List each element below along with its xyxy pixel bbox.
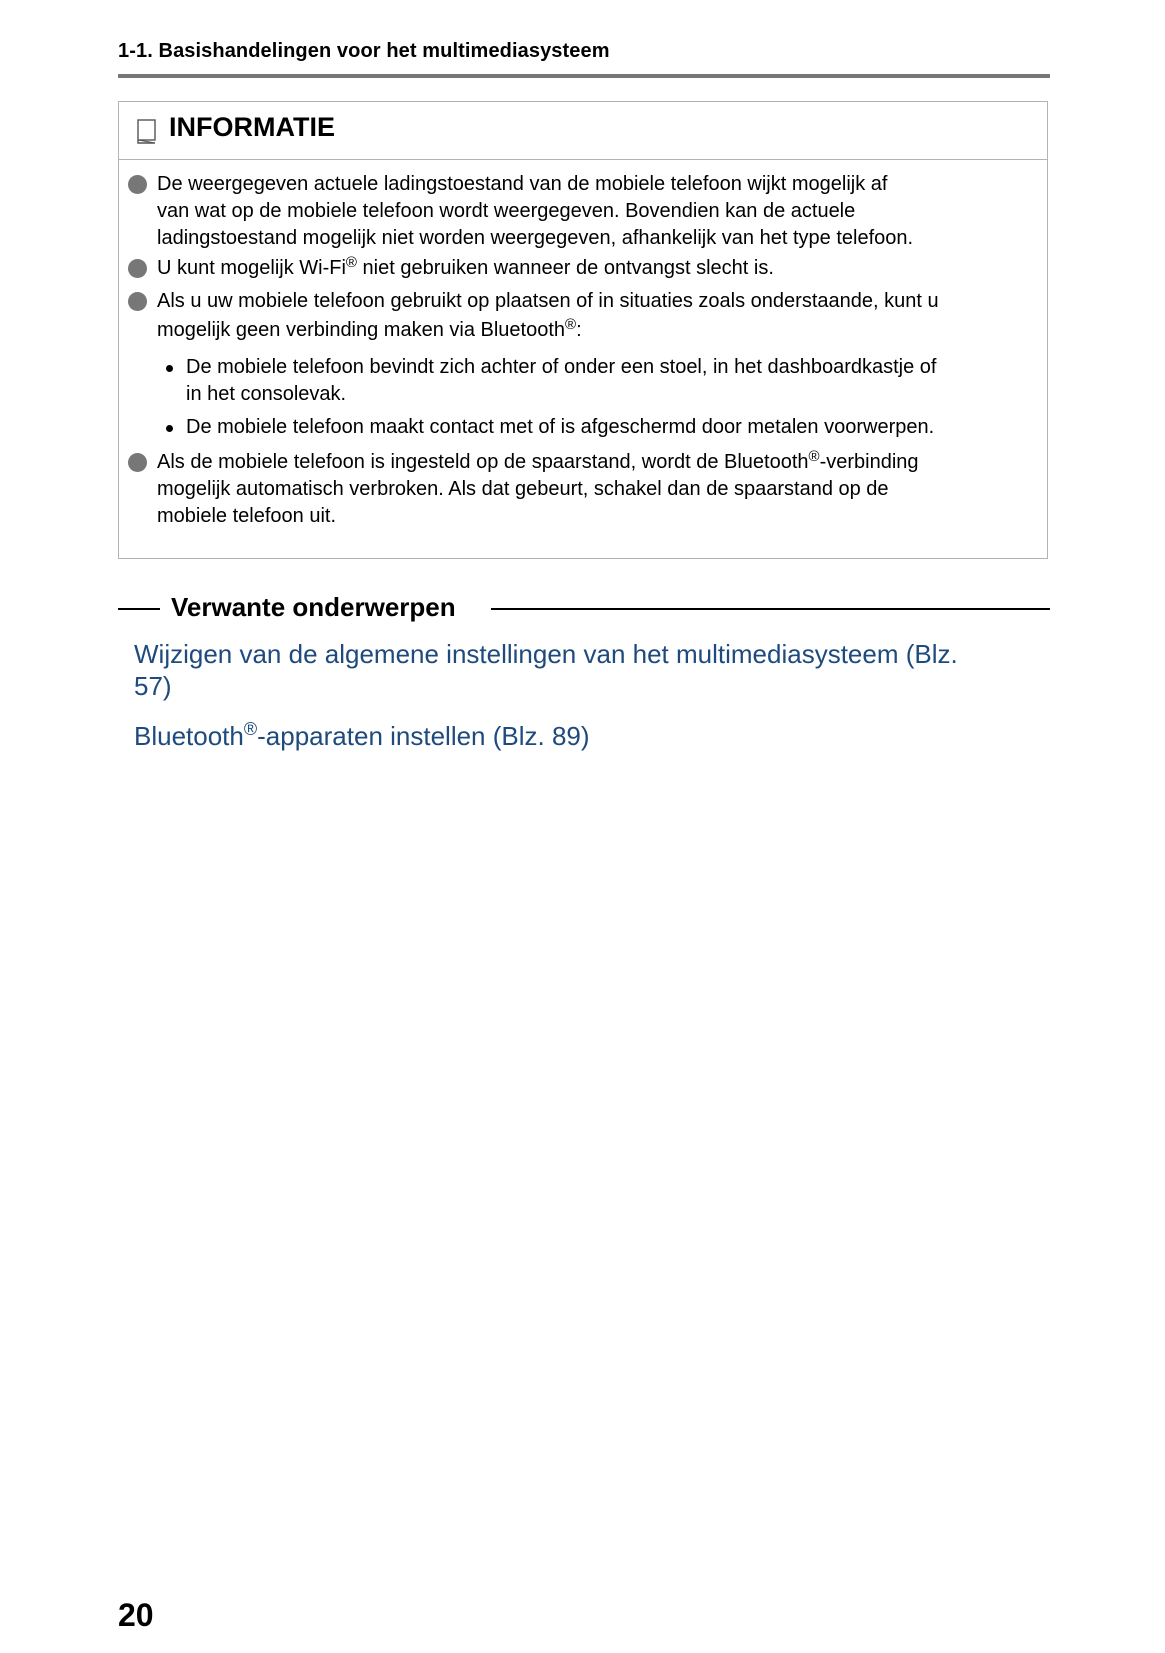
registered-mark: ® [243,719,258,739]
header-rule [118,74,1050,78]
info-item-3-line-1: Als u uw mobiele telefoon gebruikt op plaatsen of in situaties zoals onderstaande, kunt u [157,290,939,312]
info-subitem-1 [186,354,936,408]
info-item-4-line-2: mogelijk automatisch verbroken. Als dat gebeurt, schakel dan de spaarstand op de [157,478,889,500]
information-header [119,102,1047,160]
info-subitem-1-line-2: in het consolevak. [186,383,347,405]
related-link-general-settings[interactable] [134,638,958,702]
info-item-4-line-3: mobiele telefoon uit. [157,505,337,527]
info-subitem-2-line-1: De mobiele telefoon maakt contact met of is afgeschermd door metalen voorwerpen. [186,416,935,438]
bullet-icon [128,259,147,278]
registered-mark: ® [345,254,357,271]
info-item-4-line-1: Als de mobiele telefoon is ingesteld op de spaarstand, wordt de Bluetooth®-verbinding [157,448,919,473]
info-item-1-line-1: De weergegeven actuele ladingstoestand van de mobiele telefoon wijkt mogelijk af [157,173,888,195]
book-icon [136,119,158,144]
related-title: Verwante onderwerpen [171,592,456,622]
info-item-4 [157,449,919,530]
registered-mark: ® [565,316,577,333]
related-rule-right [491,608,1050,610]
sub-bullet-icon [166,365,173,372]
info-item-2-text-rest: niet gebruiken wanneer de ontvangst slecht is. [356,257,774,279]
information-box [118,101,1048,559]
info-item-1-line-2: van wat op de mobiele telefoon wordt weergegeven. Bovendien kan de actuele [157,200,856,222]
info-item-2 [157,255,774,282]
registered-mark: ® [808,448,820,465]
info-item-1 [157,171,913,252]
info-item-2-text: U kunt mogelijk Wi-Fi [157,257,346,279]
bullet-icon [128,292,147,311]
info-subitem-1-line-1: De mobiele telefoon bevindt zich achter of onder een stoel, in het dashboardkastje of [186,356,937,378]
information-title: INFORMATIE [169,112,335,142]
related-rule-left [118,608,160,610]
info-subitem-2 [186,414,934,441]
page-number: 20 [118,1597,154,1633]
info-item-3-line-2: mogelijk geen verbinding maken via Bluetooth®: [157,316,582,341]
section-title: 1-1. Basishandelingen voor het multimediasysteem [118,40,610,62]
sub-bullet-icon [166,425,173,432]
related-link-1-line-2: 57) [134,671,172,701]
bullet-icon [128,175,147,194]
related-link-bluetooth-setup[interactable]: Bluetooth®-apparaten instellen (Blz. 89) [134,719,590,751]
info-item-3 [157,288,939,344]
bullet-icon [128,453,147,472]
related-link-1-line-1: Wijzigen van de algemene instellingen van het multimediasysteem (Blz. [134,639,958,669]
info-item-1-line-3: ladingstoestand mogelijk niet worden weergegeven, afhankelijk van het type telefoon. [157,227,914,249]
